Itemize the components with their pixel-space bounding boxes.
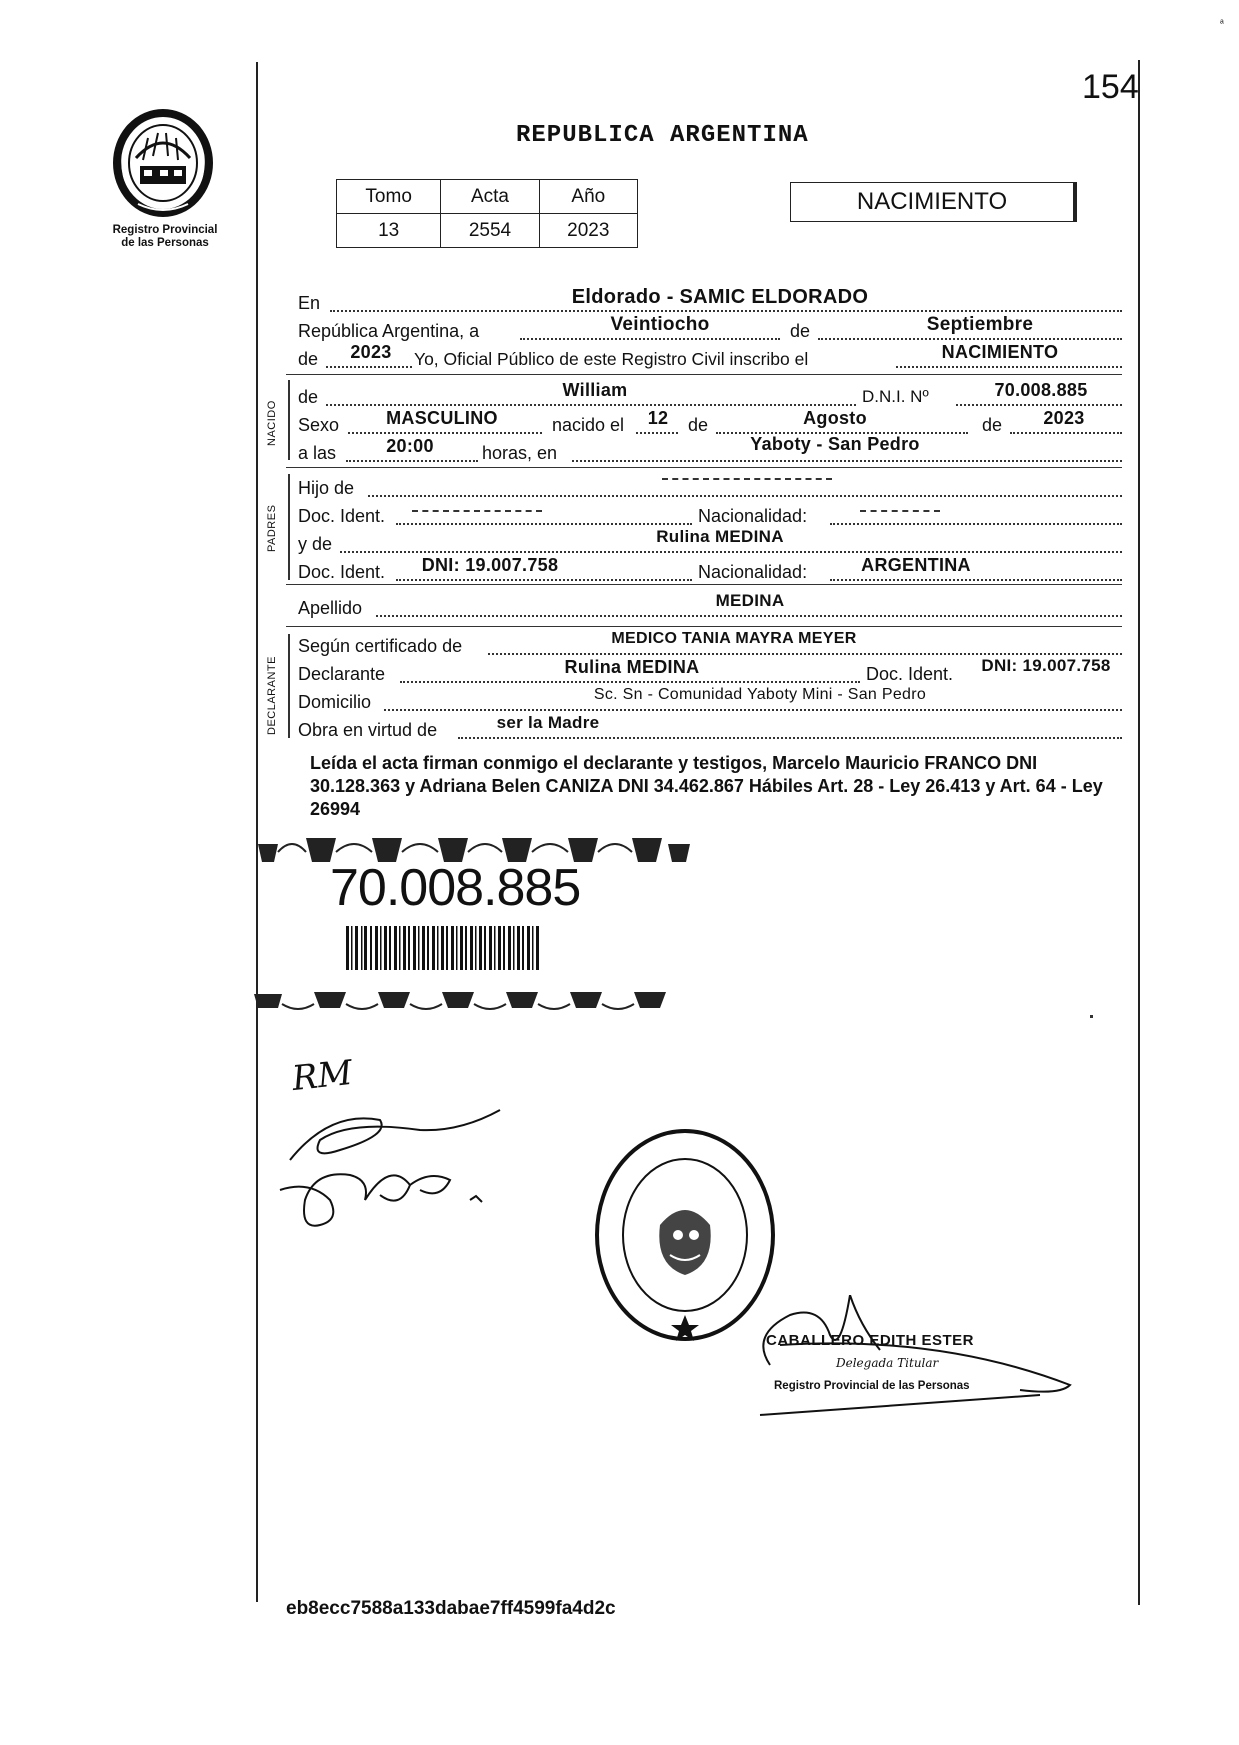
- nacido-sexo: MASCULINO: [386, 408, 498, 428]
- dots-lugar-nac: [572, 460, 1122, 462]
- bracket-nacido: [288, 380, 290, 460]
- label-nac-de-anio: de: [982, 415, 1003, 435]
- label-doc-declarante: Doc. Ident.: [866, 664, 954, 684]
- registry-value-tomo: 13: [337, 214, 441, 248]
- registry-table-value-row: [337, 214, 638, 248]
- section-label-padres: PADRES: [266, 504, 278, 552]
- record-type-box: NACIMIENTO: [790, 182, 1077, 222]
- dots-lugar: [330, 310, 1122, 312]
- registry-value-acta: 2554: [441, 214, 539, 248]
- separator-1: [286, 374, 1122, 375]
- label-nac-de-mes: de: [688, 415, 709, 435]
- dots-padre: [368, 495, 1122, 497]
- logo-caption: [90, 224, 240, 250]
- registry-table: [336, 179, 638, 248]
- nacido-dni: 70.008.885: [994, 380, 1088, 400]
- label-nacido-de: de: [298, 387, 319, 407]
- nacido-nombre: William: [562, 380, 628, 400]
- label-sexo: Sexo: [298, 415, 340, 435]
- acta-anio: 2023: [350, 342, 392, 362]
- madre-doc: DNI: 19.007.758: [421, 555, 559, 575]
- label-doc-padre: Doc. Ident.: [298, 506, 386, 526]
- label-nac-madre: Nacionalidad:: [698, 562, 808, 582]
- separator-3: [286, 584, 1122, 585]
- official-name: CABALLERO EDITH ESTER: [766, 1332, 975, 1349]
- padre-nac-redacted: [860, 510, 940, 512]
- madre-nacionalidad: ARGENTINA: [861, 555, 971, 575]
- dots-sexo: [348, 432, 542, 434]
- nacido-lugar: Yaboty - San Pedro: [750, 434, 920, 454]
- dots-apellido: [376, 615, 1122, 617]
- section-label-nacido: NACIDO: [266, 400, 278, 446]
- signature-initials: RM: [290, 1052, 355, 1100]
- nacido-hora: 20:00: [386, 436, 434, 456]
- label-y-de: y de: [298, 534, 333, 554]
- left-margin-line: [256, 62, 258, 1602]
- dots-dni: [956, 404, 1122, 406]
- corner-mark: ᵃ: [1220, 18, 1224, 29]
- dots-domicilio: [384, 709, 1122, 711]
- document-hash: eb8ecc7588a133dabae7ff4599fa4d2c: [286, 1598, 616, 1619]
- acta-inscripcion: NACIMIENTO: [941, 342, 1059, 362]
- dots-declarante: [400, 681, 860, 683]
- dots-doc-madre: [396, 579, 692, 581]
- label-horas-en: horas, en: [482, 443, 558, 463]
- separator-2: [286, 467, 1122, 468]
- acta-dia: Veintiocho: [610, 314, 710, 335]
- document-title: REPUBLICA ARGENTINA: [516, 122, 809, 149]
- logo-caption-line2: de las Personas: [121, 237, 209, 249]
- certificado-medico: MEDICO TANIA MAYRA MEYER: [611, 630, 857, 647]
- label-certificado: Según certificado de: [298, 636, 463, 656]
- registry-table-header-row: [337, 180, 638, 214]
- logo-caption-line1: Registro Provincial: [112, 224, 218, 236]
- label-declarante: Declarante: [298, 664, 386, 684]
- official-org: Registro Provincial de las Personas: [774, 1380, 970, 1392]
- dots-dia: [520, 338, 780, 340]
- acta-lugar: Eldorado - SAMIC ELDORADO: [571, 286, 869, 308]
- label-dni: D.N.I. Nº: [862, 387, 929, 406]
- stray-mark: [1090, 1015, 1093, 1018]
- dots-nac-madre: [830, 579, 1122, 581]
- label-rep-argentina: República Argentina, a: [298, 321, 480, 341]
- label-a-las: a las: [298, 443, 337, 463]
- label-nac-padre: Nacionalidad:: [698, 506, 808, 526]
- province-seal-logo: [108, 108, 218, 223]
- registry-header-tomo: Tomo: [337, 180, 441, 214]
- dots-anio-nac: [1010, 432, 1122, 434]
- official-signature-flourish: [740, 1295, 1090, 1445]
- label-doc-madre: Doc. Ident.: [298, 562, 386, 582]
- page-number: 154: [1082, 68, 1139, 106]
- label-domicilio: Domicilio: [298, 692, 372, 712]
- dots-mes: [818, 338, 1122, 340]
- official-role: Delegada Titular: [836, 1356, 939, 1370]
- label-hijo-de: Hijo de: [298, 478, 355, 498]
- madre-nombre: Rulina MEDINA: [656, 527, 784, 546]
- declarante-obra: ser la Madre: [496, 713, 600, 732]
- label-obra: Obra en virtud de: [298, 720, 438, 740]
- dots-nombre: [326, 404, 856, 406]
- dots-inscripcion: [896, 366, 1122, 368]
- oficial-text: Yo, Oficial Público de este Registro Civil inscribo el: [414, 349, 809, 369]
- separator-4: [286, 626, 1122, 627]
- acta-mes: Septiembre: [926, 314, 1034, 335]
- declarante-nombre: Rulina MEDINA: [564, 657, 700, 677]
- apellido-valor: MEDINA: [715, 591, 785, 610]
- declarante-doc: DNI: 19.007.758: [981, 656, 1111, 675]
- dots-obra: [458, 737, 1122, 739]
- nacido-anio: 2023: [1043, 408, 1085, 428]
- testigos-paragraph: Leída el acta firman conmigo el declarante y testigos, Marcelo Mauricio FRANCO DNI 30.128.363 y Adriana Belen CANIZA DNI 34.462.867 Hábiles Art. 28 - Ley 26.413 y Art. 64 - Ley 26994: [310, 753, 1103, 819]
- label-de-anio: de: [298, 349, 319, 369]
- dots-hora: [346, 460, 478, 462]
- right-margin-line: [1138, 60, 1140, 1605]
- padre-redacted-line: [662, 478, 832, 480]
- padre-doc-redacted: [412, 510, 542, 512]
- nacido-mes: Agosto: [803, 408, 867, 428]
- section-label-declarante: DECLARANTE: [266, 656, 278, 735]
- dots-doc-padre: [396, 523, 692, 525]
- declarante-domicilio: Sc. Sn - Comunidad Yaboty Mini - San Pedro: [593, 686, 927, 703]
- dots-nac-padre: [830, 523, 1122, 525]
- label-apellido: Apellido: [298, 598, 363, 618]
- dots-dia-nac: [636, 432, 678, 434]
- registry-header-anio: Año: [539, 180, 637, 214]
- dots-certificado: [488, 653, 1122, 655]
- declarante-signature: [270, 1090, 530, 1240]
- dots-madre: [340, 551, 1122, 553]
- security-dni-number: 70.008.885: [330, 859, 581, 917]
- label-de-mes: de: [790, 321, 811, 341]
- label-nacido-el: nacido el: [552, 415, 625, 435]
- dots-anio: [326, 366, 412, 368]
- label-en: En: [298, 293, 321, 313]
- nacido-dia: 12: [647, 408, 669, 428]
- registry-value-anio: 2023: [539, 214, 637, 248]
- bracket-declarante: [288, 634, 290, 738]
- bracket-padres: [288, 474, 290, 580]
- registry-header-acta: Acta: [441, 180, 539, 214]
